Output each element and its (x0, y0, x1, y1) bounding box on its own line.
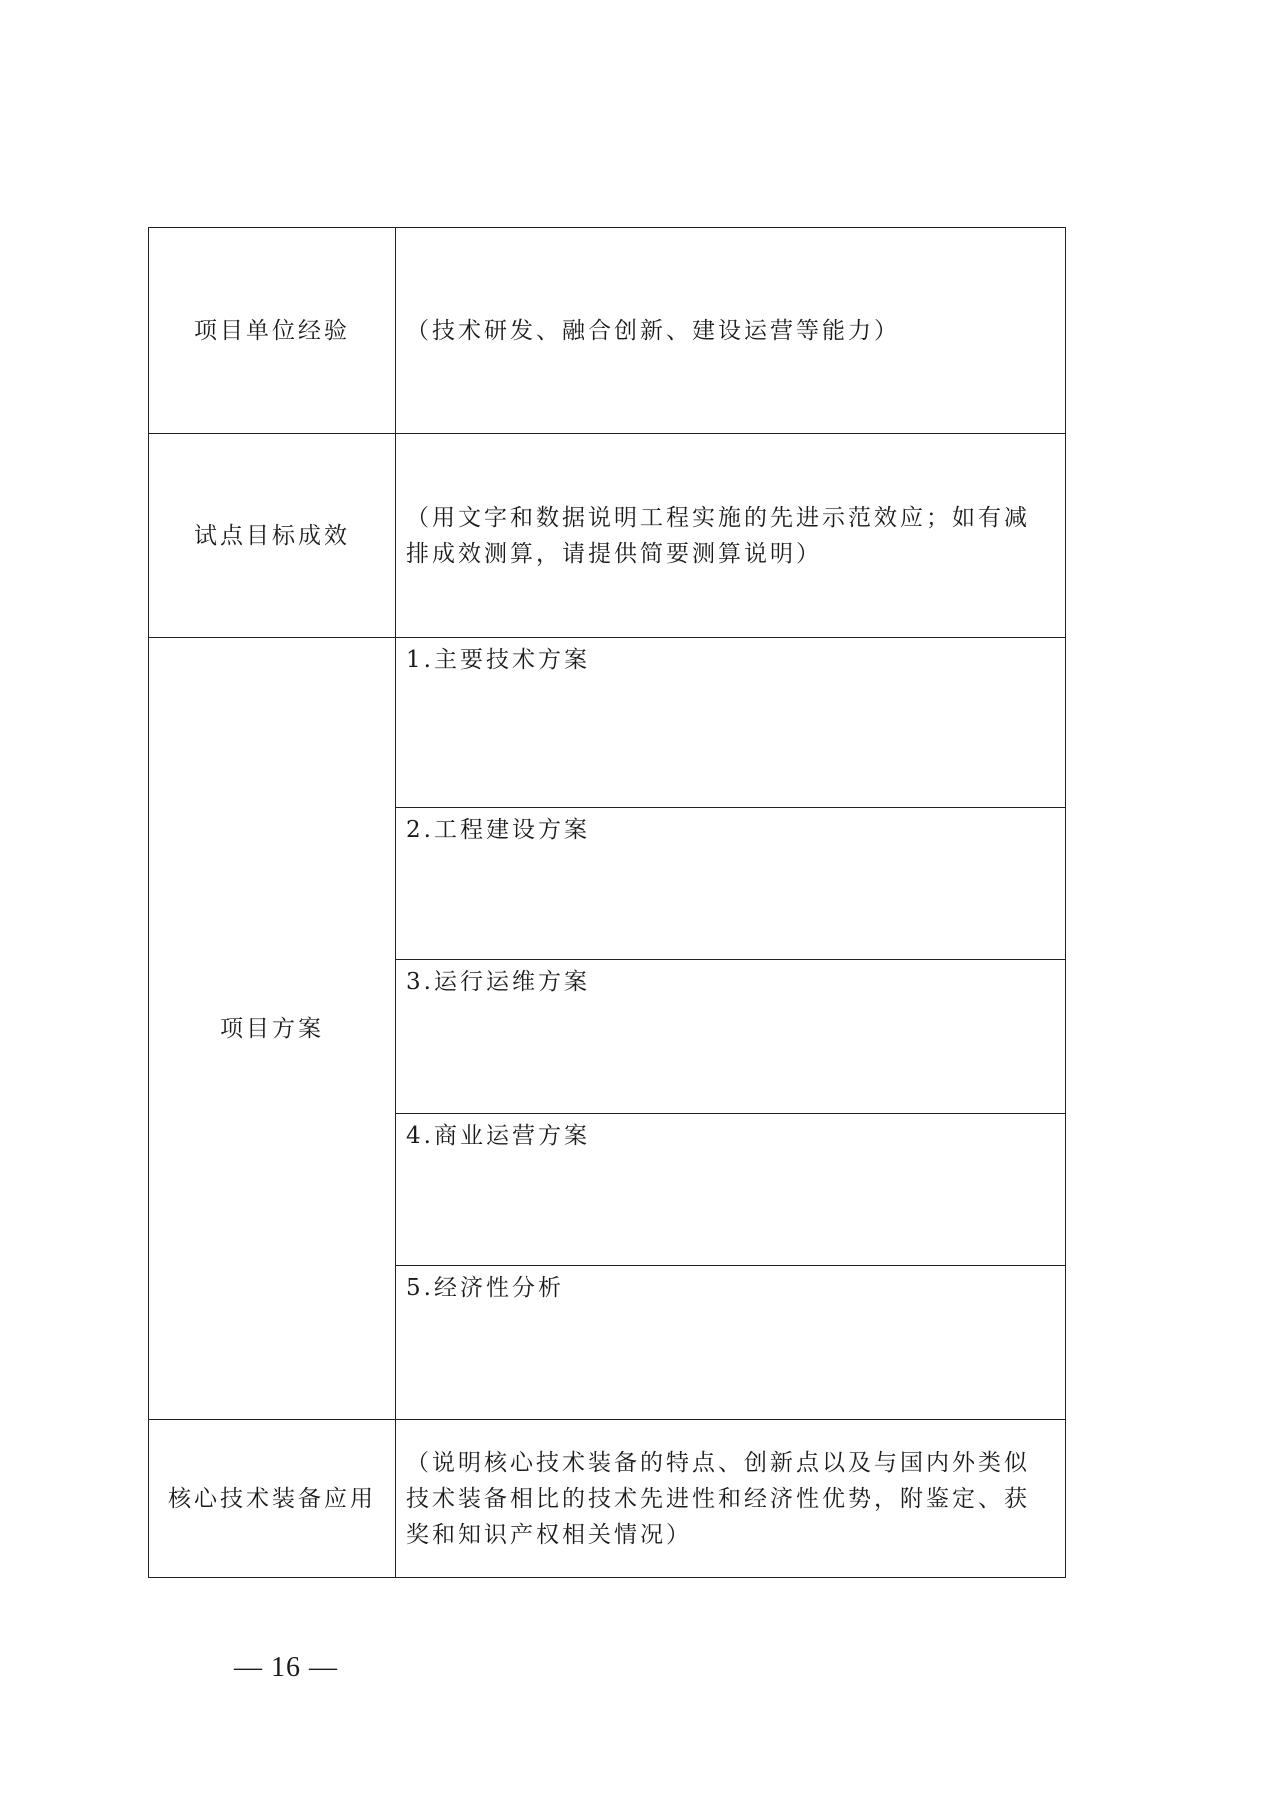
table-row (149, 1420, 1066, 1578)
table-row (149, 638, 1066, 808)
table-row (149, 434, 1066, 638)
plan-section-technical: 1.主要技术方案 (396, 638, 1066, 808)
plan-section-operation: 3.运行运维方案 (396, 960, 1066, 1114)
plan-section-commercial: 4.商业运营方案 (396, 1114, 1066, 1266)
row-label-core-equipment: 核心技术装备应用 (149, 1420, 396, 1578)
plan-section-economics: 5.经济性分析 (396, 1266, 1066, 1420)
row-label-unit-experience: 项目单位经验 (149, 228, 396, 434)
row-content-core-equipment: （说明核心技术装备的特点、创新点以及与国内外类似技术装备相比的技术先进性和经济性优势，附鉴定、获奖和知识产权相关情况） (396, 1420, 1066, 1578)
row-label-project-plan: 项目方案 (149, 638, 396, 1420)
row-label-pilot-goals: 试点目标成效 (149, 434, 396, 638)
page-number: — 16 — (234, 1652, 338, 1683)
row-content-pilot-goals: （用文字和数据说明工程实施的先进示范效应；如有减排成效测算，请提供简要测算说明） (396, 434, 1066, 638)
row-content-unit-experience: （技术研发、融合创新、建设运营等能力） (396, 228, 1066, 434)
table-row (149, 228, 1066, 434)
application-form-table (148, 227, 1066, 1578)
plan-section-construction: 2.工程建设方案 (396, 808, 1066, 960)
